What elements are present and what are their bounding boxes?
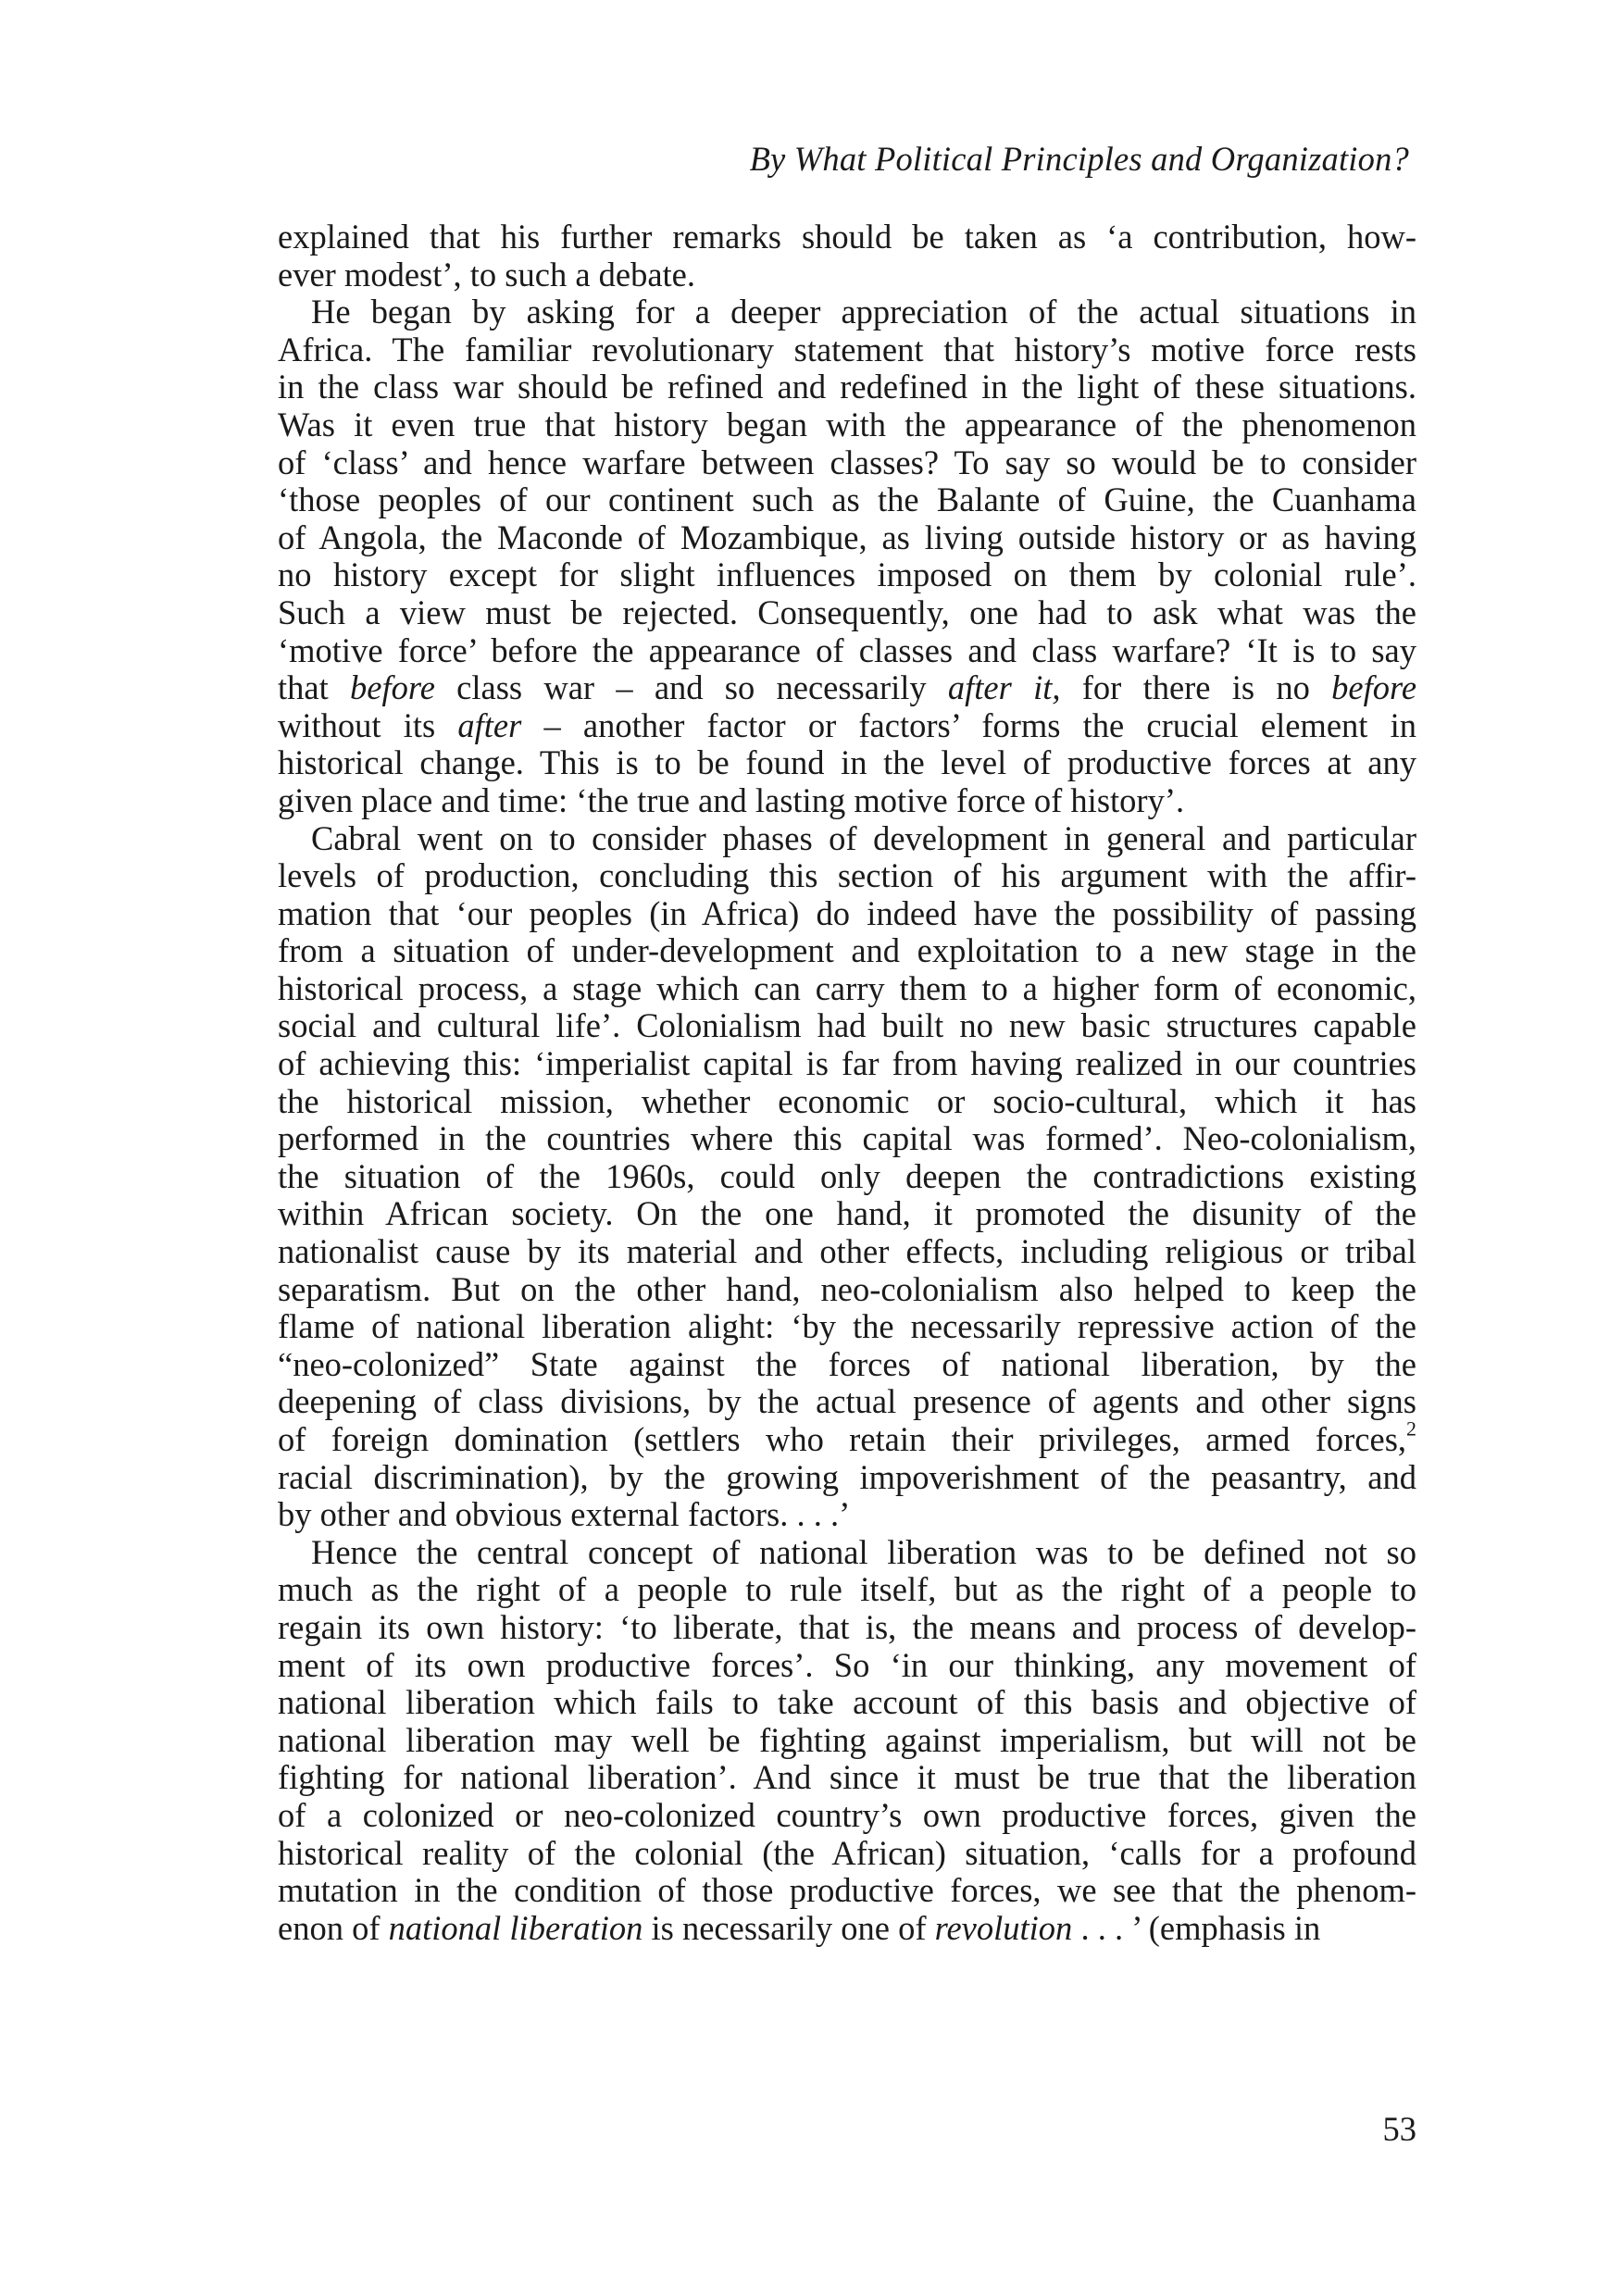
text-line	[278, 368, 1416, 406]
text-line	[278, 444, 1416, 482]
text-line	[278, 744, 1416, 782]
text-run: ment of its own productive forces’. So ‘in our thinking, any movement of	[278, 1645, 1416, 1684]
text-line	[278, 1158, 1416, 1196]
text-run: for there is no	[1060, 668, 1332, 707]
text-line	[278, 1872, 1416, 1910]
text-line	[278, 632, 1416, 670]
text-line	[278, 1910, 1416, 1948]
text-run: Cabral went on to consider phases of development in general and particular	[311, 818, 1416, 857]
text-line	[278, 1233, 1416, 1271]
text-run: social and cultural life’. Colonialism had built no new basic structures capable	[278, 1006, 1416, 1045]
text-run: – another factor or factors’ forms the crucial element in	[521, 705, 1416, 744]
body-text	[278, 218, 1416, 1947]
text-line	[278, 1416, 1416, 1459]
text-run: . . . ’ (emphasis in	[1072, 1908, 1321, 1947]
text-line	[278, 256, 1416, 294]
text-line	[278, 1383, 1416, 1421]
text-run: He began by asking for a deeper appreciation of the actual situations in	[311, 293, 1416, 331]
text-line	[278, 1534, 1416, 1572]
text-line	[278, 1496, 1416, 1534]
text-run: from a situation of under-development and exploitation to a new stage in the	[278, 931, 1416, 970]
emphasis-text: after	[457, 705, 522, 744]
text-line	[278, 1120, 1416, 1158]
text-run: within African society. On the one hand, it promoted the disunity of the	[278, 1194, 1416, 1233]
text-run: given place and time: ‘the true and lasting motive force of history’.	[278, 780, 1185, 819]
text-run: national liberation may well be fighting against imperialism, but will not be	[278, 1720, 1416, 1759]
text-run: of a colonized or neo-colonized country’s own productive forces, given the	[278, 1795, 1416, 1834]
text-run: mation that ‘our peoples (in Africa) do indeed have the possibility of passing	[278, 893, 1416, 932]
emphasis-text: after it,	[947, 668, 1061, 707]
text-run: national liberation which fails to take account of this basis and objective of	[278, 1683, 1416, 1722]
text-run: flame of national liberation alight: ‘by the necessarily repressive action of the	[278, 1307, 1416, 1346]
text-line	[278, 1195, 1416, 1233]
text-line	[278, 970, 1416, 1008]
text-run: racial discrimination), by the growing impoverishment of the peasantry, and	[278, 1457, 1416, 1496]
text-run: of Angola, the Maconde of Mozambique, as living outside history or as having	[278, 518, 1416, 556]
text-line	[278, 1083, 1416, 1121]
text-line	[278, 707, 1416, 745]
text-line	[278, 331, 1416, 369]
text-run: without its	[278, 705, 458, 744]
running-header: By What Political Principles and Organization?	[749, 140, 1409, 178]
text-run: deepening of class divisions, by the actual presence of agents and other signs	[278, 1382, 1416, 1421]
text-line	[278, 820, 1416, 858]
text-line	[278, 1609, 1416, 1647]
text-line	[278, 1797, 1416, 1835]
text-run: ‘motive force’ before the appearance of classes and class warfare? ‘It is to say	[278, 630, 1416, 669]
text-line	[278, 1271, 1416, 1309]
text-run: of foreign domination (settlers who retain their privileges, armed forces,	[278, 1420, 1407, 1458]
text-line	[278, 481, 1416, 519]
text-run: historical reality of the colonial (the African) situation, ‘calls for a profound	[278, 1833, 1416, 1872]
text-run: regain its own history: ‘to liberate, that is, the means and process of develop-	[278, 1607, 1416, 1646]
text-run: of ‘class’ and hence warfare between classes? To say so would be to consider	[278, 443, 1416, 481]
text-run: in the class war should be refined and redefined in the light of these situations.	[278, 368, 1416, 406]
text-line	[278, 1308, 1416, 1346]
text-run: performed in the countries where this capital was formed’. Neo-colonialism,	[278, 1119, 1416, 1158]
text-run: that	[278, 668, 350, 707]
text-run: nationalist cause by its material and other effects, including religious or tribal	[278, 1232, 1416, 1271]
text-line	[278, 1647, 1416, 1685]
page-number: 53	[1382, 2110, 1416, 2148]
text-run: levels of production, concluding this section of his argument with the affir-	[278, 856, 1416, 895]
text-run: no history except for slight influences imposed on them by colonial rule’.	[278, 555, 1416, 594]
text-run: of achieving this: ‘imperialist capital is far from having realized in our countries	[278, 1044, 1416, 1083]
text-line	[278, 406, 1416, 444]
text-run: enon of	[278, 1908, 389, 1947]
text-line	[278, 1045, 1416, 1083]
text-run: Such a view must be rejected. Consequently, one had to ask what was the	[278, 593, 1416, 631]
text-line	[278, 218, 1416, 256]
text-run: mutation in the condition of those productive forces, we see that the phenom-	[278, 1871, 1416, 1910]
text-run: by other and obvious external factors. . . .’	[278, 1495, 851, 1534]
text-run: ‘those peoples of our continent such as the Balante of Guine, the Cuanhama	[278, 480, 1416, 519]
text-run: ever modest’, to such a debate.	[278, 255, 696, 293]
emphasis-text: revolution	[934, 1908, 1073, 1947]
text-line	[278, 782, 1416, 820]
text-run: Hence the central concept of national liberation was to be defined not so	[311, 1532, 1416, 1571]
text-run: much as the right of a people to rule itself, but as the right of a people to	[278, 1570, 1416, 1609]
text-run: class war – and so necessarily	[434, 668, 948, 707]
emphasis-text: before	[350, 668, 435, 707]
text-line	[278, 594, 1416, 632]
text-line	[278, 1835, 1416, 1873]
text-run: the historical mission, whether economic or socio-cultural, which it has	[278, 1081, 1416, 1120]
text-run: is necessarily one of	[643, 1908, 935, 1947]
text-run: the situation of the 1960s, could only deepen the contradictions existing	[278, 1156, 1416, 1195]
text-line	[278, 895, 1416, 933]
text-run: historical change. This is to be found in the level of productive forces at any	[278, 743, 1416, 782]
text-line	[278, 1571, 1416, 1609]
text-line	[278, 1759, 1416, 1797]
text-run: Was it even true that history began with the appearance of the phenomenon	[278, 405, 1416, 443]
text-line	[278, 519, 1416, 557]
text-line	[278, 669, 1416, 707]
emphasis-text: before	[1331, 668, 1417, 707]
text-run: “neo-colonized” State against the forces of national liberation, by the	[278, 1344, 1416, 1383]
text-run: fighting for national liberation’. And since it must be true that the liberation	[278, 1758, 1416, 1797]
text-run: explained that his further remarks should be taken as ‘a contribution, how-	[278, 218, 1416, 256]
text-line	[278, 556, 1416, 594]
footnote-marker: 2	[1406, 1416, 1416, 1441]
text-run: separatism. But on the other hand, neo-colonialism also helped to keep the	[278, 1269, 1416, 1308]
text-run: Africa. The familiar revolutionary statement that history’s motive force rests	[278, 330, 1416, 368]
text-line	[278, 932, 1416, 970]
text-line	[278, 1684, 1416, 1722]
emphasis-text: national liberation	[388, 1908, 643, 1947]
text-run: historical process, a stage which can carry them to a higher form of economic,	[278, 968, 1416, 1007]
text-line	[278, 1459, 1416, 1497]
text-line	[278, 1722, 1416, 1760]
text-line	[278, 1346, 1416, 1384]
text-line	[278, 293, 1416, 331]
text-line	[278, 857, 1416, 895]
text-line	[278, 1007, 1416, 1045]
